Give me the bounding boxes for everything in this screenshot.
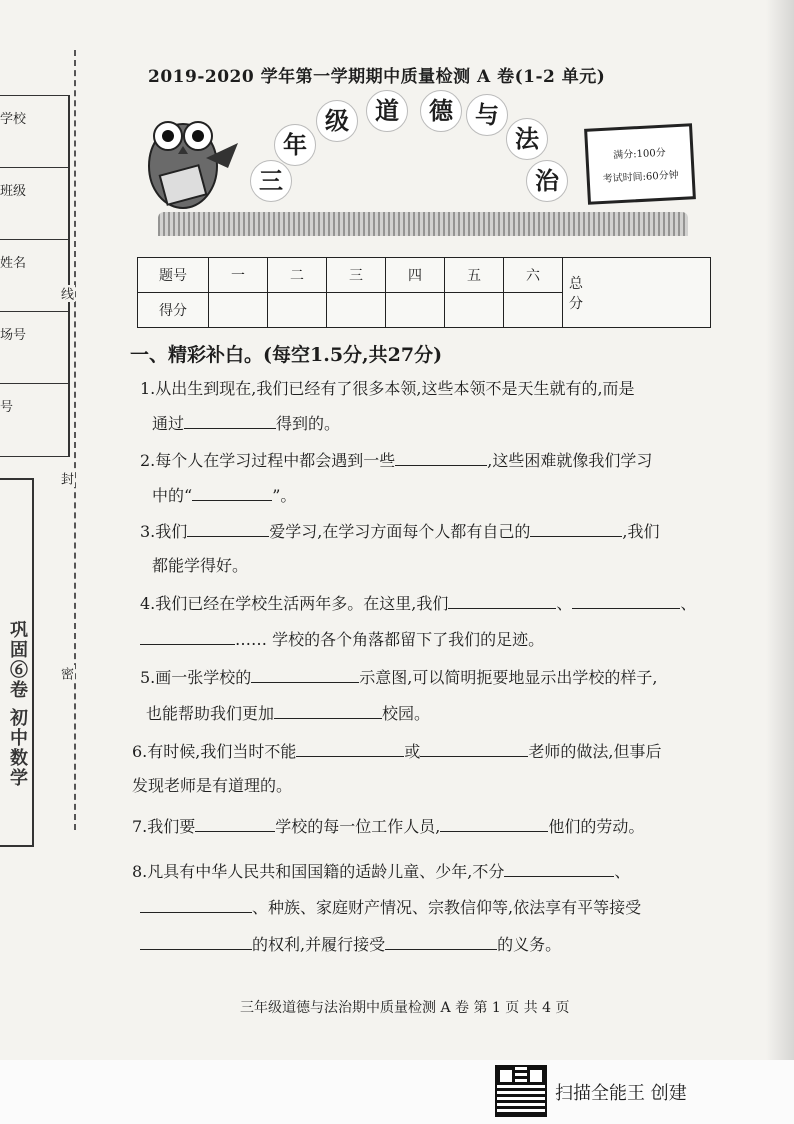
binding-dashed-line (74, 50, 76, 830)
question-4-line-1: 4.我们已经在学校生活两年多。在这里,我们 、 、 (140, 594, 697, 613)
banner-char-grade: 年 (274, 124, 316, 166)
score-table-total: 总 分 (563, 258, 711, 328)
answer-blank[interactable] (195, 815, 275, 832)
score-table-col: 六 (504, 258, 563, 293)
banner-char-level: 级 (316, 100, 358, 142)
score-info-sign (584, 123, 696, 205)
banner-char-dao: 道 (366, 90, 408, 132)
answer-blank[interactable] (251, 666, 359, 683)
answer-blank[interactable] (385, 933, 497, 950)
score-table-label-number: 题号 (138, 258, 209, 293)
question-6-line-1: 6.有时候,我们当时不能 或 老师的做法,但事后 (132, 742, 662, 761)
binding-field-school: 学校 (0, 96, 68, 168)
binding-mark-secret: 密 (58, 667, 73, 680)
answer-blank[interactable] (440, 815, 548, 832)
banner-char-3: 三 (250, 160, 292, 202)
exam-time-label: 考试时间:60分钟 (602, 169, 679, 185)
answer-blank[interactable] (395, 449, 487, 466)
question-2-line-1: 2.每个人在学习过程中都会遇到一些 ,这些困难就像我们学习 (140, 451, 653, 470)
answer-blank[interactable] (140, 896, 252, 913)
question-4-line-2: …… 学校的各个角落都留下了我们的足迹。 (140, 628, 740, 651)
answer-blank[interactable] (572, 592, 680, 609)
answer-blank[interactable] (184, 412, 276, 429)
page-footer: 三年级道德与法治期中质量检测 A 卷 第 1 页 共 4 页 (240, 1000, 570, 1016)
binding-mark-seal: 封 (58, 472, 73, 485)
qr-code-icon (495, 1065, 547, 1117)
binding-field-class: 班级 (0, 168, 68, 240)
score-table-col: 五 (445, 258, 504, 293)
binding-mark-line: 线 (58, 287, 73, 300)
score-table-header-row (138, 258, 711, 293)
answer-blank[interactable] (274, 702, 382, 719)
subject-banner (128, 88, 698, 238)
answer-blank[interactable] (504, 860, 614, 877)
answer-blank[interactable] (448, 592, 556, 609)
answer-blank[interactable] (530, 520, 622, 537)
question-5-line-2: 也能帮助我们更加 校园。 (146, 704, 431, 723)
binding-field-name: 姓名 (0, 240, 68, 312)
score-cell[interactable] (209, 293, 268, 328)
answer-blank[interactable] (140, 628, 235, 645)
question-3-line-2: 都能学得好。 (152, 556, 249, 575)
question-8-line-1: 8.凡具有中华人民共和国国籍的适龄儿童、少年,不分 、 (132, 862, 631, 881)
score-cell[interactable] (504, 293, 563, 328)
answer-blank[interactable] (192, 484, 272, 501)
question-3-line-1: 3.我们 爱学习,在学习方面每个人都有自己的 ,我们 (140, 522, 660, 541)
question-6-line-2: 发现老师是有道理的。 (132, 776, 293, 795)
score-cell[interactable] (268, 293, 327, 328)
grass-decoration (158, 212, 688, 236)
score-table-col: 三 (327, 258, 386, 293)
banner-char-zhi: 治 (526, 160, 568, 202)
banner-char-yu: 与 (466, 94, 508, 136)
question-7: 7.我们要 学校的每一位工作人员, 他们的劳动。 (132, 817, 645, 836)
answer-blank[interactable] (187, 520, 269, 537)
scanner-watermark-text: 扫描全能王 创建 (555, 1083, 687, 1104)
section-title: 一、精彩补白。(每空1.5分,共27分) (130, 344, 443, 366)
question-8-line-2: 、种族、家庭财产情况、宗教信仰等,依法享有平等接受 (140, 896, 740, 919)
owl-illustration (128, 88, 238, 218)
score-cell[interactable] (386, 293, 445, 328)
question-1-line-1: 1.从出生到现在,我们已经有了很多本领,这些本领不是天生就有的,而是 (140, 379, 635, 398)
banner-char-de: 德 (420, 90, 462, 132)
question-2-line-2: 中的“ ”。 (152, 486, 297, 505)
answer-blank[interactable] (140, 933, 252, 950)
answer-blank[interactable] (420, 740, 528, 757)
binding-field-room: 场号 (0, 312, 68, 384)
question-5-line-1: 5.画一张学校的 示意图,可以简明扼要地显示出学校的样子, (140, 668, 658, 687)
page-shadow (766, 0, 794, 1060)
score-cell[interactable] (445, 293, 504, 328)
score-table-col: 二 (268, 258, 327, 293)
score-table-col: 四 (386, 258, 445, 293)
binding-info-strip (0, 95, 70, 457)
answer-blank[interactable] (296, 740, 404, 757)
binding-field-seat: 号 (0, 400, 14, 415)
score-table-col: 一 (209, 258, 268, 293)
score-table-label-score: 得分 (138, 293, 209, 328)
question-1-line-2: 通过 得到的。 (152, 414, 341, 433)
side-advert-text: 巩固⑥卷 初中数学 (7, 620, 28, 789)
full-score-label: 满分:100分 (613, 147, 666, 162)
exam-title: 2019-2020 学年第一学期期中质量检测 A 卷(1-2 单元) (148, 67, 606, 87)
score-table (137, 257, 711, 328)
banner-char-fa: 法 (506, 118, 548, 160)
question-8-line-3: 的权利,并履行接受 的义务。 (140, 933, 740, 956)
score-cell[interactable] (327, 293, 386, 328)
